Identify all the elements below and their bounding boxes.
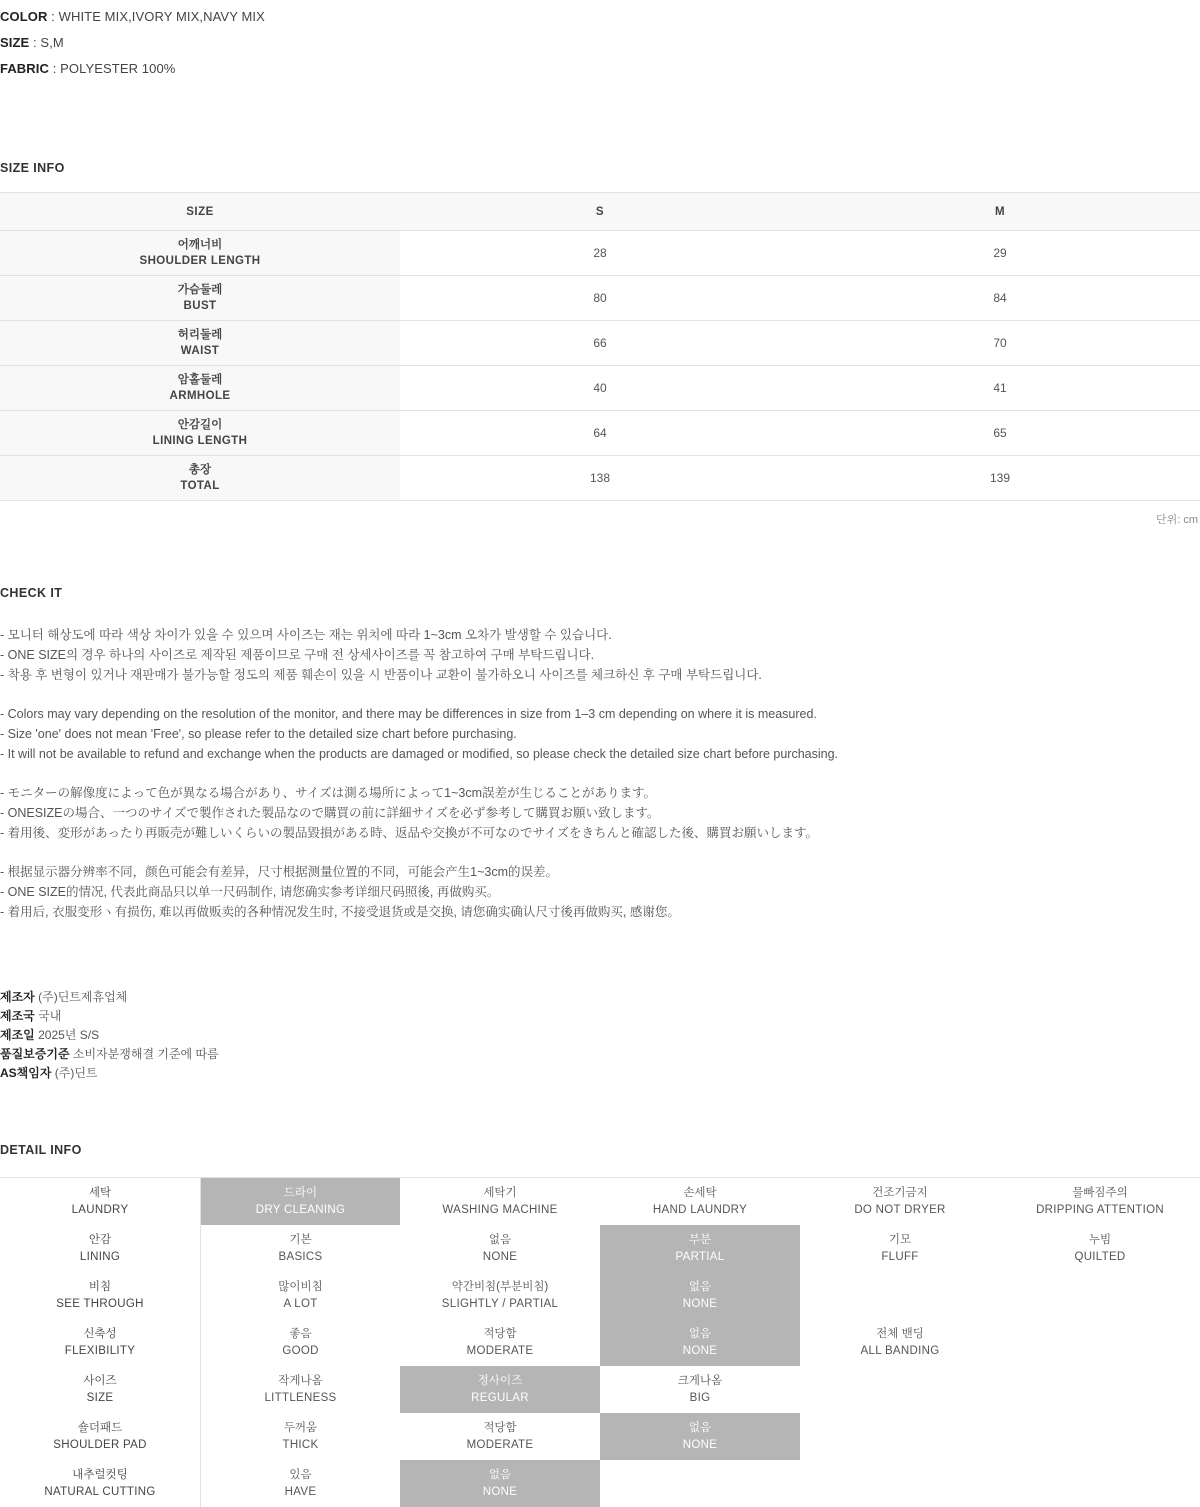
size-value-s: 64: [400, 411, 800, 456]
maker-value: 소비자분쟁해결 기준에 따름: [69, 1047, 219, 1061]
size-info-title: SIZE INFO: [0, 161, 65, 175]
label-en: LAUNDRY: [71, 1203, 129, 1216]
maker-line: [0, 988, 1200, 1007]
size-row-label: [0, 366, 400, 411]
spec-value: : S,M: [29, 35, 64, 50]
spec-line-size: [0, 30, 1200, 56]
column-header-size: SIZE: [0, 193, 400, 231]
option-en: REGULAR: [471, 1391, 529, 1404]
size-value-m: 65: [800, 411, 1200, 456]
label-ko: 사이즈: [83, 1374, 117, 1387]
option-en: NONE: [482, 1485, 518, 1498]
maker-line: [0, 1064, 1200, 1083]
detail-row-label: [0, 1225, 200, 1272]
note-group: [0, 783, 1200, 843]
label-en: SEE THROUGH: [56, 1297, 144, 1310]
size-row-label: [0, 411, 400, 456]
detail-option[interactable]: [600, 1319, 800, 1366]
detail-option[interactable]: [800, 1319, 1000, 1366]
option-en: MODERATE: [466, 1438, 534, 1451]
note-line: - 着用後、変形があったり再販売が難しいくらいの製品毀損がある時、返品や交換が不可なのでサイズをきちんと確認した後、購買お願いします。: [0, 826, 819, 840]
option-ko: 두꺼움: [283, 1421, 318, 1434]
option-ko: 좋음: [289, 1327, 312, 1340]
maker-key: 제조일: [0, 1028, 35, 1042]
maker-line: [0, 1045, 1200, 1064]
detail-option[interactable]: [1000, 1225, 1200, 1272]
size-row-label: [0, 321, 400, 366]
detail-option-empty: [1000, 1366, 1200, 1413]
detail-option[interactable]: [600, 1366, 800, 1413]
detail-row-label: [0, 1178, 200, 1225]
detail-option-empty: [1000, 1460, 1200, 1507]
detail-row-label: [0, 1460, 200, 1507]
label-ko: 숄더패드: [77, 1421, 123, 1434]
label-ko: 암홀둘레: [177, 374, 223, 386]
spec-key: FABRIC: [0, 61, 49, 76]
option-en: NONE: [682, 1344, 718, 1357]
size-row-label: [0, 276, 400, 321]
size-unit-note: 단위: cm: [1155, 514, 1198, 526]
label-en: ARMHOLE: [169, 390, 231, 402]
size-value-s: 66: [400, 321, 800, 366]
option-ko: 작게나옴: [278, 1374, 323, 1387]
note-line: - ONE SIZE的情况, 代表此商品只以单一尺码制作, 请您确实参考详细尺码照後, 再做购买。: [0, 885, 500, 899]
detail-info-title: DETAIL INFO: [0, 1143, 82, 1157]
size-row-label: [0, 231, 400, 276]
size-value-m: 41: [800, 366, 1200, 411]
option-en: WASHING MACHINE: [442, 1203, 558, 1216]
detail-option[interactable]: [800, 1178, 1000, 1225]
detail-option[interactable]: [400, 1272, 600, 1319]
detail-row-label: [0, 1272, 200, 1319]
label-ko: 신축성: [83, 1327, 117, 1340]
size-value-s: 28: [400, 231, 800, 276]
maker-value: 2025년 S/S: [34, 1028, 100, 1042]
note-line: - 着用后, 衣服变形ヽ有损伤, 难以再做贩卖的各种情况发生时, 不接受退货或是交换, 请您确实确认尺寸後再做购买, 感谢您。: [0, 905, 680, 919]
label-ko: 비침: [88, 1280, 112, 1293]
option-ko: 적당함: [483, 1327, 517, 1340]
label-en: SHOULDER PAD: [53, 1438, 147, 1451]
label-ko: 허리둘레: [177, 329, 223, 341]
size-value-s: 40: [400, 366, 800, 411]
label-ko: 가슴둘레: [177, 284, 223, 296]
label-ko: 내추럴컷팅: [72, 1468, 128, 1481]
note-line: - ONESIZEの場合、一つのサイズで製作された製品なので購買の前に詳細サイズを必ず参考して購買お願い致します。: [0, 806, 660, 820]
label-en: WAIST: [180, 345, 220, 357]
detail-option[interactable]: [400, 1413, 600, 1460]
table-row: [0, 231, 1200, 276]
label-ko: 총장: [188, 464, 212, 476]
table-row: [0, 366, 1200, 411]
column-header-s: S: [400, 193, 800, 231]
detail-option-empty: [1000, 1319, 1200, 1366]
label-en: BUST: [183, 300, 217, 312]
maker-line: [0, 1007, 1200, 1026]
table-row: [0, 321, 1200, 366]
label-en: NATURAL CUTTING: [44, 1485, 156, 1498]
spec-line-color: [0, 4, 1200, 30]
table-header-row: [0, 193, 1200, 231]
size-table-header: [0, 193, 1200, 231]
maker-line: [0, 1026, 1200, 1045]
detail-option-empty: [800, 1460, 1000, 1507]
option-en: NONE: [682, 1297, 718, 1310]
table-row: [0, 411, 1200, 456]
detail-option[interactable]: [200, 1225, 400, 1272]
spec-value: : WHITE MIX,IVORY MIX,NAVY MIX: [47, 9, 265, 24]
label-en: LINING LENGTH: [152, 435, 248, 447]
detail-option[interactable]: [400, 1178, 600, 1225]
option-ko: 기본: [289, 1233, 312, 1246]
option-ko: 많이비침: [278, 1280, 323, 1293]
label-en: TOTAL: [180, 480, 220, 492]
maker-key: 품질보증기준: [0, 1047, 70, 1061]
option-ko: 크게나옴: [677, 1374, 723, 1387]
label-en: SIZE: [86, 1391, 114, 1404]
detail-option[interactable]: [800, 1225, 1000, 1272]
detail-option[interactable]: [400, 1319, 600, 1366]
spec-line-fabric: [0, 56, 1200, 82]
check-it-title: CHECK IT: [0, 586, 63, 600]
size-value-s: 138: [400, 456, 800, 501]
option-ko: 기모: [888, 1233, 912, 1246]
option-ko: 없음: [688, 1421, 712, 1434]
detail-option[interactable]: [1000, 1178, 1200, 1225]
label-ko: 안감길이: [177, 419, 223, 431]
size-value-s: 80: [400, 276, 800, 321]
note-group: [0, 625, 1200, 685]
detail-option[interactable]: [400, 1225, 600, 1272]
option-ko: 드라이: [283, 1186, 318, 1199]
detail-option[interactable]: [200, 1272, 400, 1319]
detail-option[interactable]: [200, 1178, 400, 1225]
option-en: LITTLENESS: [264, 1391, 337, 1404]
option-en: HAVE: [284, 1485, 317, 1498]
detail-option[interactable]: [200, 1319, 400, 1366]
option-en: BIG: [689, 1391, 711, 1404]
detail-option[interactable]: [600, 1178, 800, 1225]
detail-option-empty: [800, 1272, 1000, 1319]
detail-option[interactable]: [200, 1460, 400, 1507]
detail-option[interactable]: [600, 1225, 800, 1272]
detail-option-empty: [600, 1460, 800, 1507]
detail-option[interactable]: [600, 1272, 800, 1319]
maker-key: 제조자: [0, 990, 35, 1004]
option-ko: 누빔: [1088, 1233, 1112, 1246]
option-ko: 건조기금지: [872, 1186, 928, 1199]
maker-key: AS책임자: [0, 1066, 52, 1080]
option-ko: 없음: [688, 1280, 712, 1293]
maker-key: 제조국: [0, 1009, 35, 1023]
option-en: NONE: [682, 1438, 718, 1451]
label-ko: 어깨너비: [177, 239, 223, 251]
size-row-label: [0, 456, 400, 501]
option-en: HAND LAUNDRY: [652, 1203, 748, 1216]
option-en: DRY CLEANING: [255, 1203, 346, 1216]
spec-key: COLOR: [0, 9, 48, 24]
detail-option-empty: [1000, 1272, 1200, 1319]
option-ko: 없음: [488, 1468, 512, 1481]
option-ko: 세탁기: [483, 1186, 517, 1199]
note-line: - ONE SIZE의 경우 하나의 사이즈로 제작된 제품이므로 구매 전 상세사이즈를 꼭 참고하여 구매 부탁드립니다.: [0, 648, 595, 662]
option-en: ALL BANDING: [860, 1344, 940, 1357]
note-line: - Colors may vary depending on the resolution of the monitor, and there may be differences in size from 1–3 cm depending on where it is measured.: [0, 707, 817, 721]
detail-option[interactable]: [600, 1413, 800, 1460]
option-en: QUILTED: [1074, 1250, 1126, 1263]
note-group: [0, 862, 1200, 922]
detail-option[interactable]: [200, 1366, 400, 1413]
option-ko: 전체 밴딩: [876, 1327, 924, 1340]
option-en: MODERATE: [466, 1344, 534, 1357]
label-ko: 안감: [88, 1233, 112, 1246]
option-ko: 물빠짐주의: [1072, 1186, 1128, 1199]
detail-option[interactable]: [200, 1413, 400, 1460]
label-ko: 세탁: [88, 1186, 112, 1199]
label-en: SHOULDER LENGTH: [139, 255, 261, 267]
maker-value: (주)딘트제휴업체: [34, 990, 128, 1004]
manufacturer-info: [0, 988, 1200, 1083]
option-en: DO NOT DRYER: [854, 1203, 946, 1216]
size-value-m: 70: [800, 321, 1200, 366]
detail-option-empty: [800, 1366, 1000, 1413]
size-value-m: 139: [800, 456, 1200, 501]
product-spec-block: [0, 0, 1200, 82]
size-value-m: 29: [800, 231, 1200, 276]
detail-row-label: [0, 1366, 200, 1413]
label-en: FLEXIBILITY: [64, 1344, 136, 1357]
option-en: SLIGHTLY / PARTIAL: [441, 1297, 559, 1310]
option-ko: 손세탁: [683, 1186, 717, 1199]
option-en: NONE: [482, 1250, 518, 1263]
option-ko: 없음: [488, 1233, 512, 1246]
option-en: DRIPPING ATTENTION: [1036, 1203, 1164, 1216]
table-row: [0, 276, 1200, 321]
detail-option-empty: [1000, 1413, 1200, 1460]
detail-info-grid: [0, 1177, 1200, 1507]
option-en: PARTIAL: [675, 1250, 725, 1263]
option-en: FLUFF: [881, 1250, 919, 1263]
option-ko: 부분: [688, 1233, 712, 1246]
option-en: THICK: [282, 1438, 319, 1451]
maker-value: (주)딘트: [51, 1066, 98, 1080]
note-line: - モニターの解像度によって色が異なる場合があり、サイズは測る場所によって1~3cm誤差が生じることがあります。: [0, 786, 657, 800]
spec-key: SIZE: [0, 35, 30, 50]
note-line: - 모니터 해상도에 따라 색상 차이가 있을 수 있으며 사이즈는 재는 위치에 따라 1~3cm 오차가 발생할 수 있습니다.: [0, 628, 612, 642]
option-ko: 정사이즈: [477, 1374, 523, 1387]
detail-row-label: [0, 1319, 200, 1366]
size-info-table: [0, 192, 1200, 501]
option-en: GOOD: [282, 1344, 319, 1357]
column-header-m: M: [800, 193, 1200, 231]
detail-option-empty: [800, 1413, 1000, 1460]
option-ko: 없음: [688, 1327, 712, 1340]
note-line: - 착용 후 변형이 있거나 재판매가 불가능할 정도의 제품 훼손이 있을 시 반품이나 교환이 불가하오니 사이즈를 체크하신 후 구매 부탁드립니다.: [0, 668, 762, 682]
detail-row-label: [0, 1413, 200, 1460]
spec-value: : POLYESTER 100%: [49, 61, 176, 76]
table-row: [0, 456, 1200, 501]
option-ko: 약간비침(부분비침): [451, 1280, 549, 1293]
note-line: - It will not be available to refund and exchange when the products are damaged or modified, so please check the detailed size chart before purchasing.: [0, 747, 839, 761]
option-ko: 적당함: [483, 1421, 517, 1434]
note-group: [0, 704, 1200, 764]
size-table-body: [0, 231, 1200, 501]
note-line: - Size 'one' does not mean 'Free', so please refer to the detailed size chart before purchasing.: [0, 727, 517, 741]
note-line: - 根据显示器分辨率不同，颜色可能会有差异，尺寸根据测量位置的不同，可能会产生1~3cm的误差。: [0, 865, 559, 879]
size-value-m: 84: [800, 276, 1200, 321]
option-ko: 있음: [289, 1468, 312, 1481]
maker-value: 국내: [34, 1009, 62, 1023]
label-en: LINING: [79, 1250, 121, 1263]
check-it-notes: [0, 625, 1200, 922]
detail-option[interactable]: [400, 1460, 600, 1507]
option-en: BASICS: [278, 1250, 323, 1263]
option-en: A LOT: [283, 1297, 318, 1310]
detail-option[interactable]: [400, 1366, 600, 1413]
